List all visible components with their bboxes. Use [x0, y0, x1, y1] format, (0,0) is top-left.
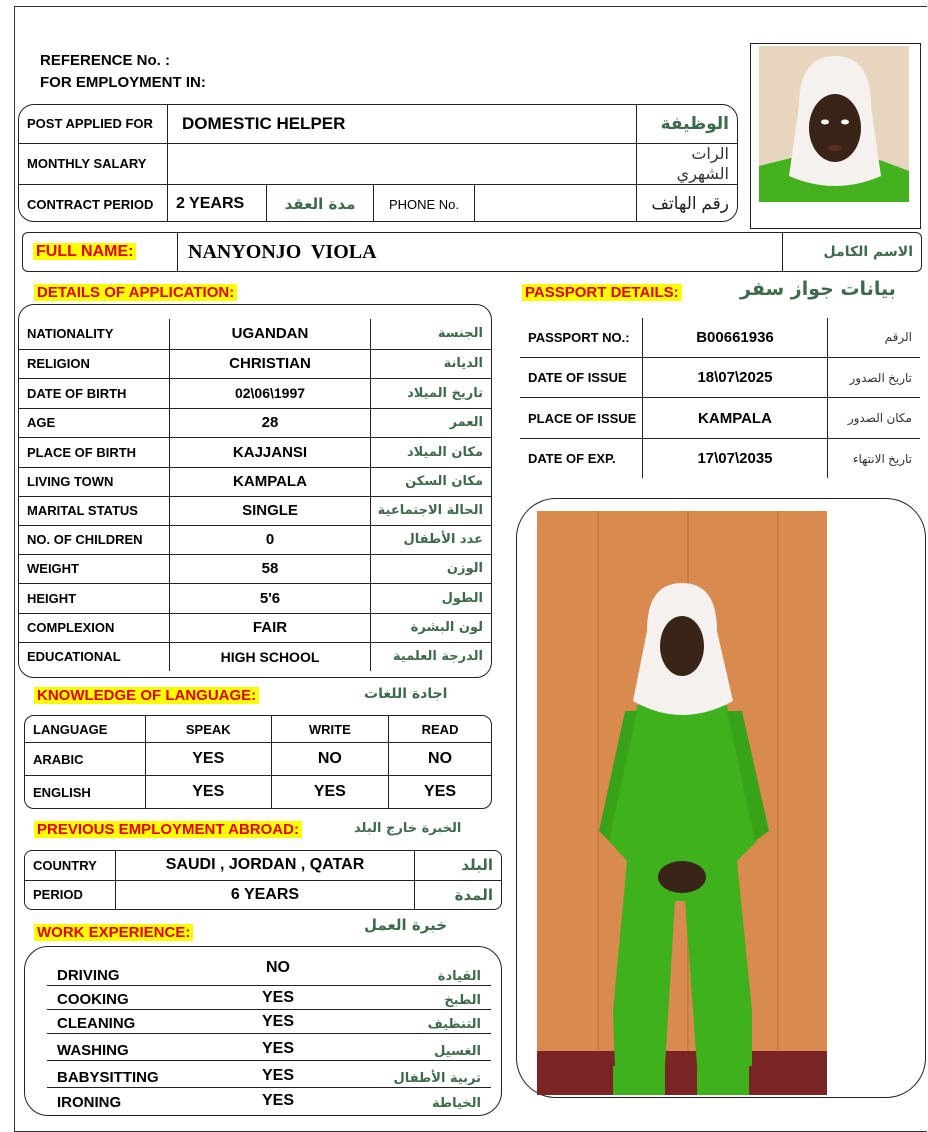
application-row [19, 319, 491, 349]
application-row-label: RELIGION [19, 349, 170, 378]
work-row-ar: الغسيل [434, 1044, 481, 1059]
application-row-value: 5'6 [170, 583, 371, 613]
work-row [47, 1034, 491, 1061]
reference-label: REFERENCE No. : [40, 52, 171, 69]
application-table [19, 319, 491, 671]
work-title: WORK EXPERIENCE: [34, 924, 193, 941]
work-row-label: CLEANING [57, 1015, 136, 1032]
application-row-value: 58 [170, 554, 371, 583]
application-row-value: FAIR [170, 613, 371, 642]
application-row-value: HIGH SCHOOL [170, 642, 371, 671]
application-row-label: MARITAL STATUS [19, 496, 170, 525]
contract-period-value: 2 YEARS [168, 184, 267, 222]
application-row-ar: الديانة [371, 349, 492, 378]
period-value: 6 YEARS [116, 880, 415, 909]
work-row-ar: القيادة [437, 969, 481, 984]
fullbody-frame [516, 498, 926, 1098]
passport-row-label: DATE OF EXP. [520, 439, 643, 478]
contract-period-label: CONTRACT PERIOD [19, 184, 168, 222]
full-name-label: FULL NAME: [33, 243, 136, 260]
application-row [19, 554, 491, 583]
application-row-label: NATIONALITY [19, 319, 170, 349]
language-header: SPEAK [146, 716, 272, 743]
passport-row-value: B00661936 [643, 318, 828, 357]
application-row-label: LIVING TOWN [19, 467, 170, 496]
application-row-ar: مكان السكن [371, 467, 492, 496]
headshot-frame [750, 43, 921, 229]
passport-row [520, 398, 920, 439]
language-header-row [25, 716, 491, 743]
application-row [19, 408, 491, 437]
language-row [25, 743, 491, 776]
application-row-value: CHRISTIAN [170, 349, 371, 378]
work-rows [47, 957, 491, 1112]
work-row [47, 1061, 491, 1088]
passport-title: PASSPORT DETAILS: [522, 284, 682, 301]
passport-row-label: PLACE OF ISSUE [520, 398, 643, 439]
work-row-ar: تربية الأطفال [393, 1071, 481, 1086]
post-applied-ar: الوظيفة [637, 105, 738, 143]
application-row-label: EDUCATIONAL [19, 642, 170, 671]
application-row [19, 613, 491, 642]
application-row-label: NO. OF CHILDREN [19, 525, 170, 554]
passport-row [520, 357, 920, 398]
work-row-value: YES [261, 989, 294, 1006]
period-label: PERIOD [25, 880, 116, 909]
application-row-ar: الحالة الاجتماعية [371, 496, 492, 525]
monthly-salary-value [168, 143, 637, 184]
application-row-value: 02\06\1997 [170, 378, 371, 408]
work-row-label: IRONING [57, 1094, 122, 1111]
work-row [47, 1088, 491, 1112]
passport-row-value: 18\07\2025 [643, 357, 828, 398]
language-table [25, 716, 491, 808]
country-value: SAUDI , JORDAN , QATAR [116, 851, 415, 880]
application-row-ar: لون البشرة [371, 613, 492, 642]
work-row-label: BABYSITTING [57, 1069, 159, 1086]
language-header: READ [389, 716, 491, 743]
application-row-label: DATE OF BIRTH [19, 378, 170, 408]
application-row [19, 583, 491, 613]
language-cell-speak: YES [146, 776, 272, 808]
post-info-box [18, 104, 738, 222]
application-row [19, 349, 491, 378]
application-row-label: COMPLEXION [19, 613, 170, 642]
full-name-ar: الاسم الكامل [783, 233, 922, 271]
work-row-value: YES [261, 1092, 294, 1109]
application-row [19, 496, 491, 525]
work-row-value: YES [261, 1013, 294, 1030]
post-applied-value: DOMESTIC HELPER [168, 105, 637, 143]
post-applied-label: POST APPLIED FOR [19, 105, 168, 143]
application-row-value: SINGLE [170, 496, 371, 525]
language-header: LANGUAGE [25, 716, 146, 743]
fullbody-photo [537, 511, 827, 1095]
language-cell-write: NO [271, 743, 389, 776]
work-row-ar: الخياطة [431, 1096, 481, 1111]
application-row-value: KAMPALA [170, 467, 371, 496]
application-row [19, 525, 491, 554]
previous-title-ar: الخبرة خارج البلد [354, 821, 462, 836]
passport-box [520, 318, 920, 478]
application-row-ar: الدرجة العلمية [371, 642, 492, 671]
application-row-ar: عدد الأطفال [371, 525, 492, 554]
header-block [40, 50, 206, 94]
application-row [19, 378, 491, 408]
work-row-label: DRIVING [57, 967, 120, 984]
full-name-box [22, 232, 922, 272]
monthly-salary-ar: الرات الشهري [637, 143, 738, 184]
monthly-salary-label: MONTHLY SALARY [19, 143, 168, 184]
application-row-ar: العمر [371, 408, 492, 437]
application-row [19, 642, 491, 671]
language-row [25, 776, 491, 808]
application-row-value: KAJJANSI [170, 437, 371, 467]
passport-row [520, 318, 920, 357]
language-title: KNOWLEDGE OF LANGUAGE: [34, 687, 259, 704]
work-row [47, 1010, 491, 1034]
phone-ar: رقم الهاتف [637, 184, 738, 222]
application-row [19, 467, 491, 496]
work-row-value: YES [261, 1040, 294, 1057]
language-box [24, 715, 492, 809]
passport-title-ar: بيانات جواز سفر [740, 278, 896, 300]
work-box [24, 946, 502, 1116]
work-row-value: YES [261, 1067, 294, 1084]
language-cell-read: YES [389, 776, 491, 808]
country-ar: البلد [415, 851, 502, 880]
application-row-ar: تاريخ الميلاد [371, 378, 492, 408]
application-row-value: 28 [170, 408, 371, 437]
language-cell-lang: ARABIC [25, 743, 146, 776]
application-row-label: AGE [19, 408, 170, 437]
application-row-ar: مكان الميلاد [371, 437, 492, 467]
passport-row-ar: تاريخ الصدور [828, 357, 921, 398]
passport-row-ar: تاريخ الانتهاء [828, 439, 921, 478]
full-name-value: NANYONJO VIOLA [188, 240, 377, 263]
language-header: WRITE [271, 716, 389, 743]
previous-box [24, 850, 502, 910]
application-row-ar: الجنسة [371, 319, 492, 349]
contract-period-ar: مدة العقد [267, 184, 374, 222]
application-row-label: WEIGHT [19, 554, 170, 583]
headshot-photo [759, 46, 909, 202]
application-row-label: HEIGHT [19, 583, 170, 613]
passport-row [520, 439, 920, 478]
employment-label: FOR EMPLOYMENT IN: [40, 74, 206, 91]
phone-value [475, 184, 637, 222]
passport-row-ar: الرقم [828, 318, 921, 357]
work-row [47, 957, 491, 986]
work-title-ar: خبرة العمل [364, 916, 448, 934]
application-row-value: 0 [170, 525, 371, 554]
passport-row-label: DATE OF ISSUE [520, 357, 643, 398]
application-row-ar: الطول [371, 583, 492, 613]
details-title: DETAILS OF APPLICATION: [34, 284, 237, 301]
work-row-label: COOKING [57, 991, 129, 1008]
country-label: COUNTRY [25, 851, 116, 880]
language-title-ar: اجادة اللغات [364, 686, 448, 702]
work-row-label: WASHING [57, 1042, 129, 1059]
passport-row-ar: مكان الصدور [828, 398, 921, 439]
previous-title: PREVIOUS EMPLOYMENT ABROAD: [34, 821, 302, 838]
work-row-ar: التنظيف [427, 1017, 481, 1032]
language-cell-speak: YES [146, 743, 272, 776]
work-row-ar: الطبخ [444, 993, 481, 1008]
application-box [18, 304, 492, 678]
passport-row-value: KAMPALA [643, 398, 828, 439]
phone-label: PHONE No. [374, 184, 475, 222]
passport-row-value: 17\07\2035 [643, 439, 828, 478]
application-row-label: PLACE OF BIRTH [19, 437, 170, 467]
passport-row-label: PASSPORT NO.: [520, 318, 643, 357]
work-row-value: NO [266, 959, 290, 976]
application-row-value: UGANDAN [170, 319, 371, 349]
period-ar: المدة [415, 880, 502, 909]
application-row [19, 437, 491, 467]
application-row-ar: الوزن [371, 554, 492, 583]
language-cell-read: NO [389, 743, 491, 776]
language-cell-lang: ENGLISH [25, 776, 146, 808]
language-cell-write: YES [271, 776, 389, 808]
passport-table [520, 318, 920, 478]
work-row [47, 986, 491, 1010]
